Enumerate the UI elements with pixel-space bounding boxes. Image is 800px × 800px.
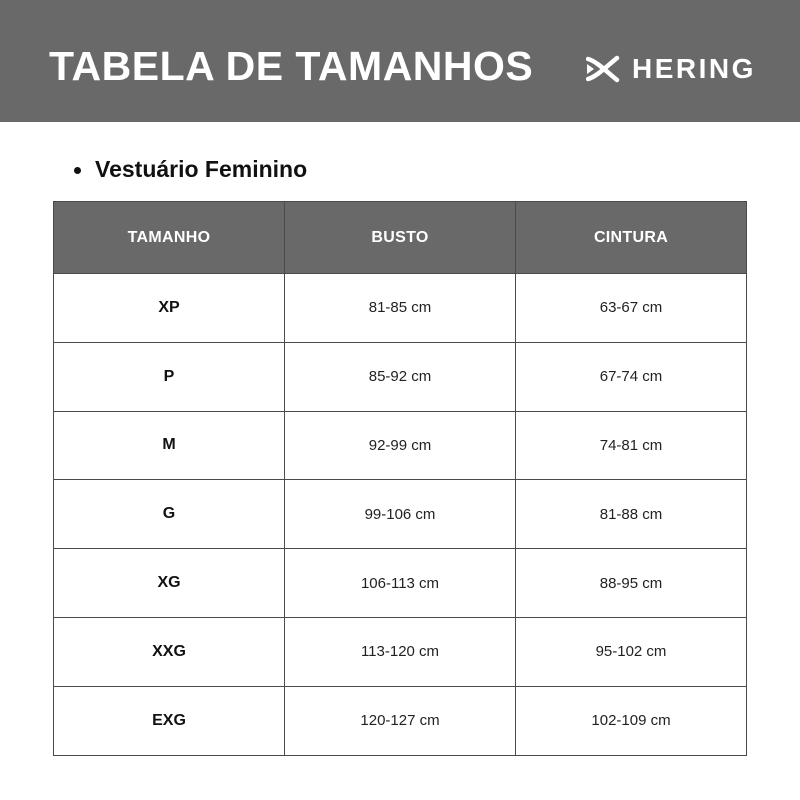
table-header-row — [54, 202, 747, 274]
busto-cell: 106-113 cm — [285, 549, 516, 618]
busto-cell: 113-120 cm — [285, 617, 516, 686]
cintura-cell: 95-102 cm — [516, 617, 747, 686]
brand-logo — [586, 52, 756, 86]
page-title: TABELA DE TAMANHOS — [49, 43, 534, 89]
busto-cell: 92-99 cm — [285, 411, 516, 480]
page-header — [0, 0, 800, 122]
section-title: Vestuário Feminino — [95, 156, 308, 182]
cintura-cell: 63-67 cm — [516, 274, 747, 343]
table-row — [54, 274, 747, 343]
size-table — [53, 201, 747, 756]
column-header-cintura: CINTURA — [516, 202, 747, 274]
section-heading — [74, 152, 307, 186]
table-body — [54, 274, 747, 756]
table-row — [54, 617, 747, 686]
table-row — [54, 480, 747, 549]
table-row — [54, 411, 747, 480]
table-row — [54, 549, 747, 618]
column-header-busto: BUSTO — [285, 202, 516, 274]
size-cell: XP — [54, 274, 285, 343]
busto-cell: 120-127 cm — [285, 686, 516, 755]
size-cell: M — [54, 411, 285, 480]
busto-cell: 85-92 cm — [285, 342, 516, 411]
size-cell: XG — [54, 549, 285, 618]
hering-fish-logo-icon — [586, 55, 620, 83]
table-row — [54, 342, 747, 411]
cintura-cell: 102-109 cm — [516, 686, 747, 755]
size-cell: XXG — [54, 617, 285, 686]
size-cell: P — [54, 342, 285, 411]
busto-cell: 81-85 cm — [285, 274, 516, 343]
cintura-cell: 67-74 cm — [516, 342, 747, 411]
cintura-cell: 81-88 cm — [516, 480, 747, 549]
table-header — [54, 202, 747, 274]
table-row — [54, 686, 747, 755]
column-header-tamanho: TAMANHO — [54, 202, 285, 274]
busto-cell: 99-106 cm — [285, 480, 516, 549]
size-cell: EXG — [54, 686, 285, 755]
bullet-icon — [74, 167, 81, 174]
cintura-cell: 88-95 cm — [516, 549, 747, 618]
brand-name: HERING — [632, 53, 756, 84]
cintura-cell: 74-81 cm — [516, 411, 747, 480]
size-cell: G — [54, 480, 285, 549]
